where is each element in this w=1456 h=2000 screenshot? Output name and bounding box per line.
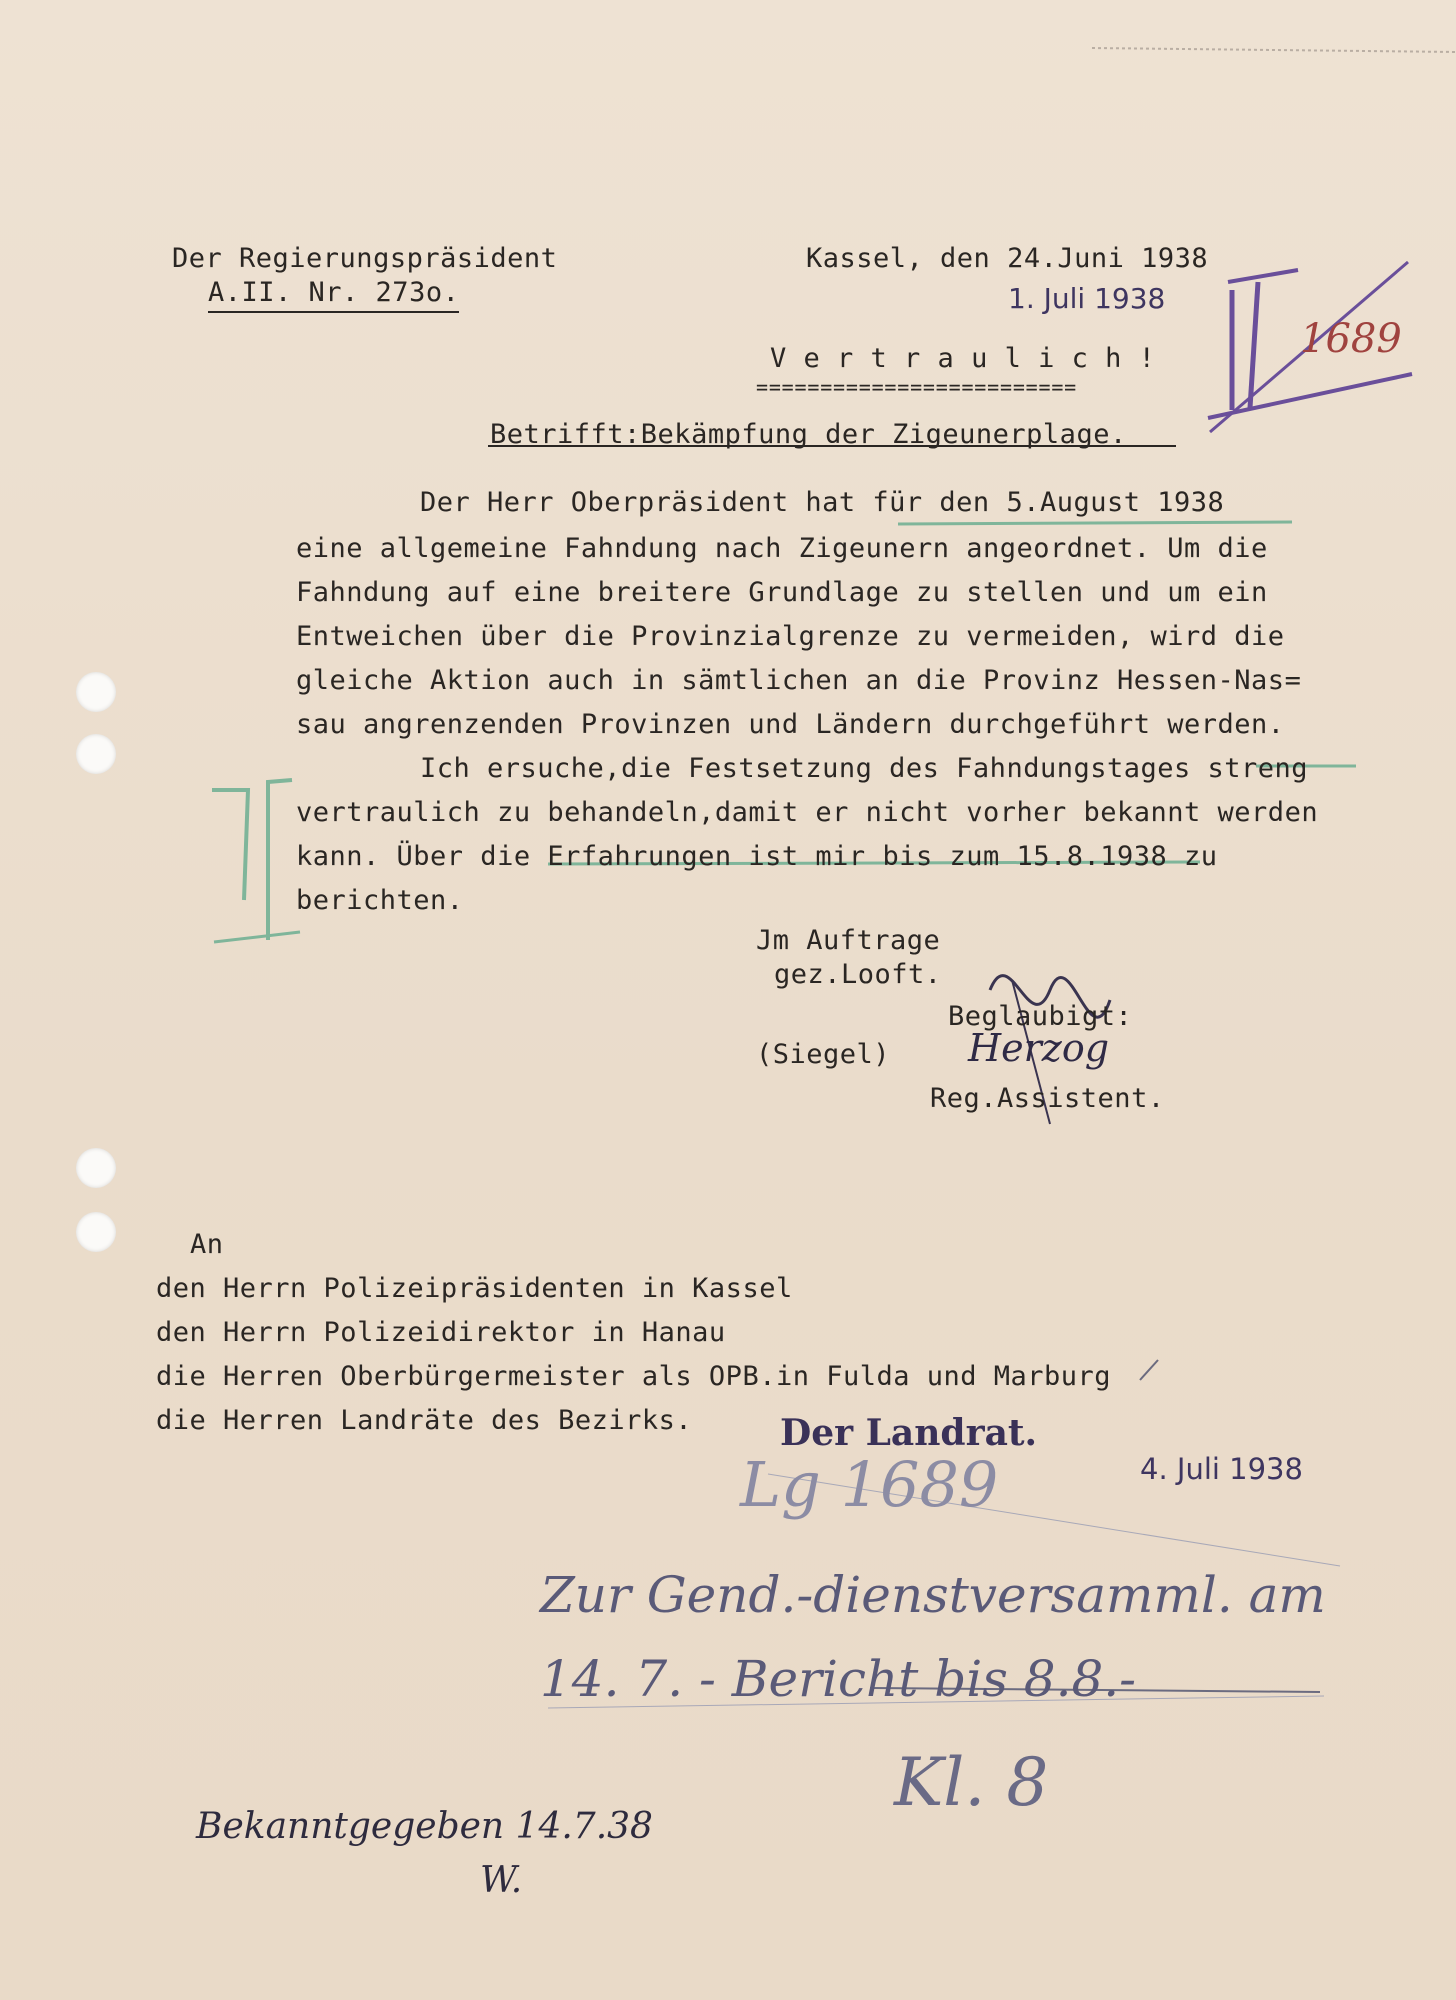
handwritten-initials: Kl. 8: [894, 1744, 1049, 1821]
handwritten-note: 14. 7. - Bericht bis 8.8.-: [540, 1650, 1137, 1708]
classification: V e r t r a u l i c h !: [770, 343, 1156, 374]
classification-rule: =========================: [756, 375, 1078, 399]
recipient-line: die Herren Landräte des Bezirks.: [156, 1405, 693, 1436]
body-line: eine allgemeine Fahndung nach Zigeunern angeordnet. Um die: [296, 533, 1268, 564]
subject-line: Betrifft:Bekämpfung der Zigeunerplage.: [490, 419, 1127, 450]
body-line: berichten.: [296, 885, 464, 916]
handwritten-reference: Lg 1689: [740, 1448, 999, 1521]
handwritten-note-left: Bekanntgegeben 14.7.38: [196, 1806, 653, 1847]
recipient-line: den Herrn Polizeipräsidenten in Kassel: [156, 1273, 793, 1304]
body-line: Fahndung auf eine breitere Grundlage zu stellen und um ein: [296, 577, 1268, 608]
seal-label: (Siegel): [756, 1039, 891, 1070]
recipient-line: die Herren Oberbürgermeister als OPB.in Fulda und Marburg: [156, 1361, 1112, 1392]
authority-name: Der Regierungspräsident: [172, 243, 558, 274]
landrat-stamp: Der Landrat.: [780, 1412, 1038, 1454]
body-line: Der Herr Oberpräsident hat für den 5.August 1938: [420, 487, 1225, 518]
registry-mark: [1210, 270, 1211, 271]
handwritten-note: Zur Gend.-dienstversamml. am: [540, 1566, 1326, 1624]
landrat-date-stamp: 4. Juli 1938: [1140, 1452, 1303, 1486]
signature-signed: gez.Looft.: [774, 959, 942, 990]
body-line: Ich ersuche,die Festsetzung des Fahndungstages streng: [420, 753, 1309, 784]
certified-label: Beglaubigt:: [948, 1001, 1133, 1032]
recipient-line: den Herrn Polizeidirektor in Hanau: [156, 1317, 726, 1348]
recipients-to: An: [190, 1229, 224, 1260]
registry-number: 1689: [1300, 316, 1402, 362]
handwritten-initial-left: W.: [480, 1860, 523, 1901]
received-stamp: 1. Juli 1938: [1008, 282, 1166, 315]
body-line: gleiche Aktion auch in sämtlichen an die Provinz Hessen-Nas=: [296, 665, 1302, 696]
place-date: Kassel, den 24.Juni 1938: [806, 243, 1209, 274]
body-line: Entweichen über die Provinzialgrenze zu vermeiden, wird die: [296, 621, 1285, 652]
body-line: vertraulich zu behandeln,damit er nicht vorher bekannt werden: [296, 797, 1319, 828]
reference-number: A.II. Nr. 273o.: [208, 276, 459, 313]
signature-on-behalf: Jm Auftrage: [756, 925, 941, 956]
body-line: sau angrenzenden Provinzen und Ländern durchgeführt werden.: [296, 709, 1285, 740]
handwritten-signature: Herzog: [968, 1026, 1110, 1070]
signer-title: Reg.Assistent.: [930, 1083, 1165, 1114]
body-line: kann. Über die Erfahrungen ist mir bis zum 15.8.1938 zu: [296, 841, 1218, 872]
